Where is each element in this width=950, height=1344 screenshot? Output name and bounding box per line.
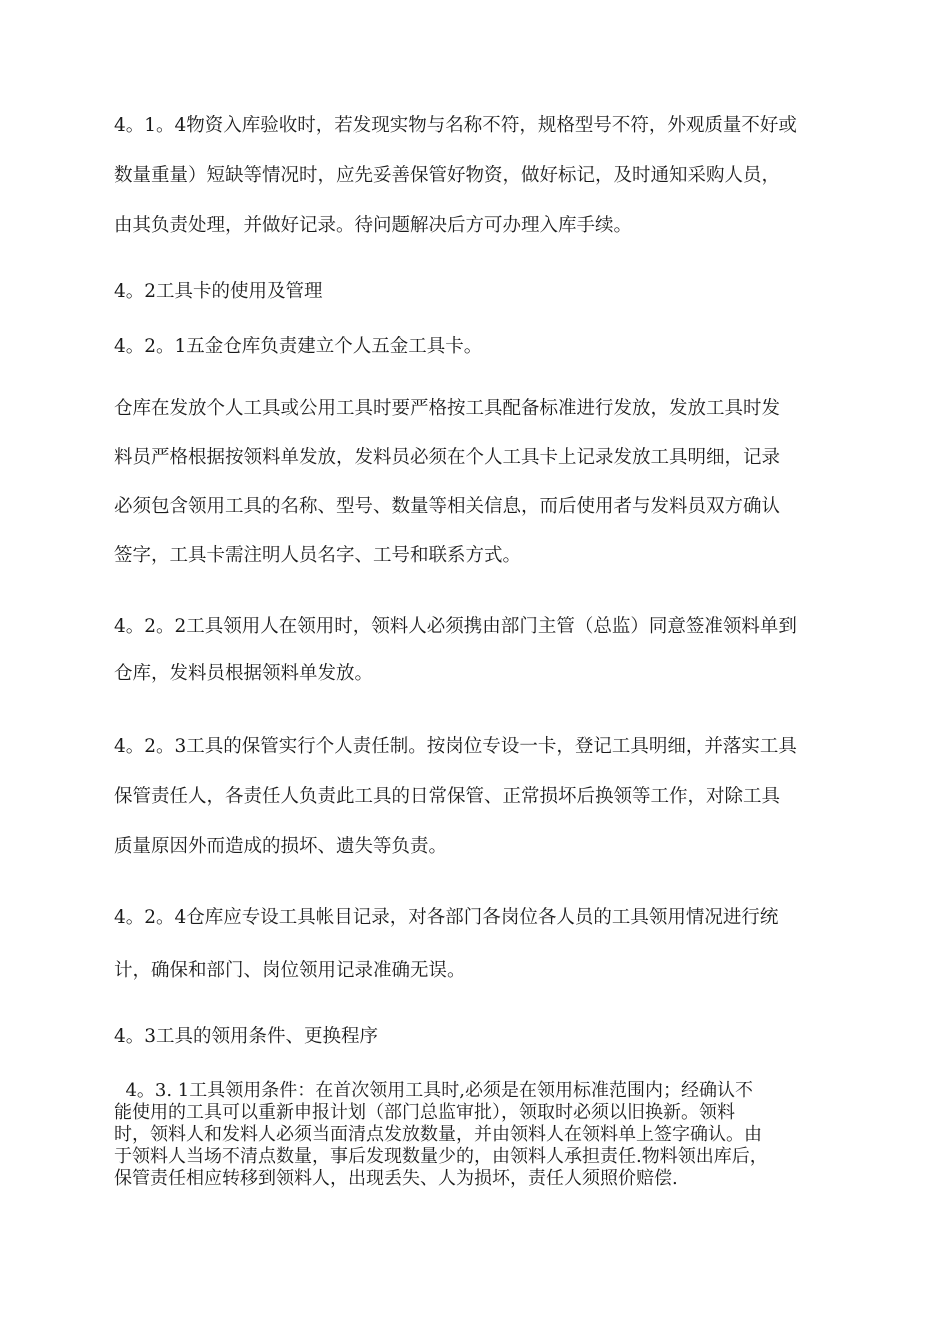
paragraph-4-1-4-line-2: 数量重量）短缺等情况时，应先妥善保管好物资，做好标记，及时通知采购人员， [114, 165, 781, 186]
paragraph-4-2-1: 4。2。1五金仓库负责建立个人五金工具卡。 [114, 336, 483, 357]
paragraph-4-2-3-line-2: 保管责任人，各责任人负责此工具的日常保管、正常损坏后换领等工作，对除工具 [114, 786, 781, 807]
paragraph-issuing-line-1: 仓库在发放个人工具或公用工具时要严格按工具配备标准进行发放，发放工具时发 [114, 398, 781, 419]
paragraph-4-1-4-line-3: 由其负责处理，并做好记录。待问题解决后方可办理入库手续。 [114, 215, 633, 236]
paragraph-4-2-4-line-1: 4。2。4仓库应专设工具帐目记录，对各部门各岗位各人员的工具领用情况进行统 [114, 907, 779, 928]
paragraph-4-2-2-line-1: 4。2。2工具领用人在领用时，领料人必须携由部门主管（总监）同意签准领料单到 [114, 616, 797, 637]
paragraph-issuing-line-2: 料员严格根据按领料单发放，发料员必须在个人工具卡上记录发放工具明细，记录 [114, 447, 781, 468]
paragraph-issuing-line-4: 签字，工具卡需注明人员名字、工号和联系方式。 [114, 545, 522, 566]
paragraph-4-3-1-line-2: 能使用的工具可以重新申报计划（部门总监审批），领取时必须以旧换新。领料 [114, 1102, 735, 1123]
paragraph-4-3-1-line-5: 保管责任相应转移到领料人，出现丢失、人为损坏，责任人须照价赔偿. [114, 1168, 678, 1189]
paragraph-4-3-1-line-3: 时，领料人和发料人必须当面清点发放数量，并由领料人在领料单上签字确认。由 [114, 1124, 762, 1145]
paragraph-4-3-1-line-1: 4。3. 1工具领用条件：在首次领用工具时,必须是在领用标准范围内；经确认不 [114, 1080, 753, 1101]
paragraph-4-2-2-line-2: 仓库，发料员根据领料单发放。 [114, 663, 374, 684]
paragraph-4-2-3-line-1: 4。2。3工具的保管实行个人责任制。按岗位专设一卡，登记工具明细，并落实工具 [114, 736, 797, 757]
paragraph-4-2-3-line-3: 质量原因外而造成的损坏、遗失等负责。 [114, 836, 448, 857]
section-heading-4-3: 4。3工具的领用条件、更换程序 [114, 1026, 379, 1047]
paragraph-issuing-line-3: 必须包含领用工具的名称、型号、数量等相关信息，而后使用者与发料员双方确认 [114, 496, 781, 517]
paragraph-4-1-4-line-1: 4。1。4物资入库验收时，若发现实物与名称不符，规格型号不符，外观质量不好或 [114, 115, 797, 136]
paragraph-4-2-4-line-2: 计，确保和部门、岗位领用记录准确无误。 [114, 960, 466, 981]
paragraph-4-3-1-line-4: 于领料人当场不清点数量，事后发现数量少的，由领料人承担责任.物料领出库后， [114, 1146, 768, 1167]
section-heading-4-2: 4。2工具卡的使用及管理 [114, 281, 323, 302]
